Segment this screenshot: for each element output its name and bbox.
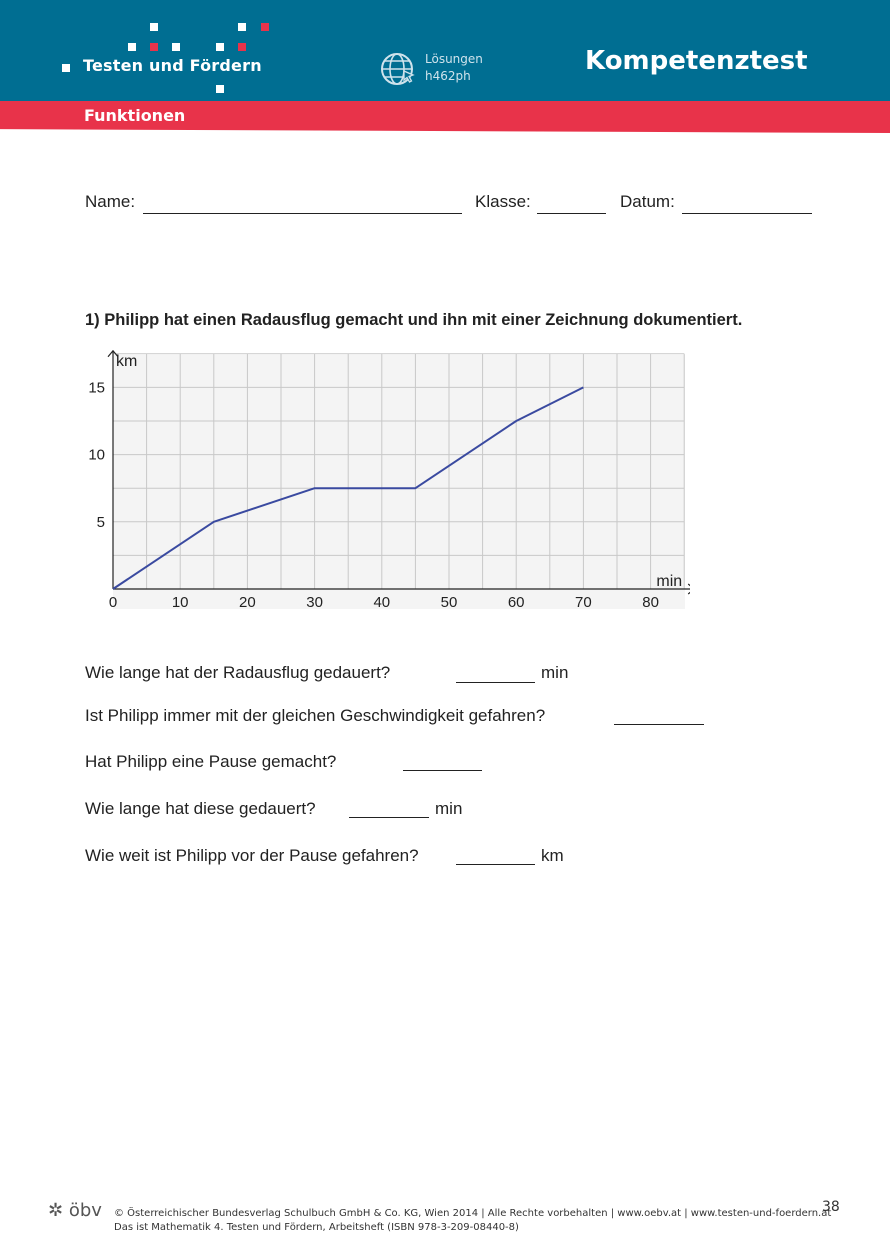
answer-5-unit: km: [541, 846, 564, 865]
x-tick-label: 0: [108, 594, 118, 611]
y-tick-label: 10: [88, 446, 105, 464]
answer-2-field[interactable]: [614, 724, 704, 725]
solutions-link[interactable]: [425, 51, 483, 85]
solutions-label: Lösungen: [425, 52, 483, 66]
question-1: Wie lange hat der Radausflug gedauert?: [85, 663, 391, 682]
publisher-star-icon: ✲: [48, 1200, 64, 1221]
footer-line-1: © Österreichischer Bundesverlag Schulbuch GmbH & Co. KG, Wien 2014 | Alle Rechte vorbehalten | www.oebv.at | www.testen-und-foerdern.at: [114, 1208, 832, 1219]
x-tick-label: 70: [575, 594, 592, 611]
solutions-code: h462ph: [425, 69, 471, 83]
brand-name: Testen und Fördern: [83, 56, 262, 75]
page-title: Kompetenztest: [585, 46, 808, 76]
question-4: Wie lange hat diese gedauert?: [85, 799, 316, 818]
date-field[interactable]: [682, 213, 812, 214]
name-field[interactable]: [143, 213, 462, 214]
x-tick-label: 60: [507, 594, 525, 611]
y-axis-label: km: [116, 352, 138, 370]
x-tick-label: 20: [239, 594, 256, 611]
y-tick-label: 15: [88, 379, 105, 397]
globe-cursor-icon[interactable]: [380, 51, 416, 87]
task-heading: 1) Philipp hat einen Radausflug gemacht und ihn mit einer Zeichnung dokumentiert.: [85, 311, 743, 329]
x-tick-label: 50: [440, 594, 458, 611]
date-label: Datum:: [620, 192, 675, 211]
answer-1-field[interactable]: [456, 682, 535, 683]
answer-1-unit: min: [541, 663, 569, 682]
x-tick-label: 10: [171, 594, 189, 611]
class-field[interactable]: [537, 213, 606, 214]
x-tick-label: 40: [373, 594, 391, 611]
page-number: 38: [822, 1199, 840, 1215]
chart-background: [113, 352, 685, 609]
class-label: Klasse:: [475, 192, 531, 211]
answer-4-unit: min: [435, 799, 463, 818]
name-label: Name:: [85, 192, 136, 211]
x-axis-label: min: [656, 573, 683, 590]
x-tick-label: 30: [306, 594, 323, 611]
answer-4-field[interactable]: [349, 817, 429, 818]
answer-5-field[interactable]: [456, 864, 535, 865]
question-3: Hat Philipp eine Pause gemacht?: [85, 752, 337, 771]
answer-3-field[interactable]: [403, 770, 482, 771]
footer-copyright: [114, 1207, 831, 1235]
question-2: Ist Philipp immer mit der gleichen Geschwindigkeit gefahren?: [85, 706, 546, 725]
footer-line-2: Das ist Mathematik 4. Testen und Fördern, Arbeitsheft (ISBN 978-3-209-08440-8): [114, 1222, 519, 1233]
publisher-logo: [48, 1200, 102, 1221]
distance-time-chart: [80, 350, 690, 620]
x-tick-label: 80: [642, 594, 659, 611]
publisher-logo-text: öbv: [68, 1200, 102, 1221]
question-5: Wie weit ist Philipp vor der Pause gefahren?: [85, 846, 419, 865]
section-title: Funktionen: [84, 106, 186, 125]
y-tick-label: 5: [96, 513, 105, 531]
